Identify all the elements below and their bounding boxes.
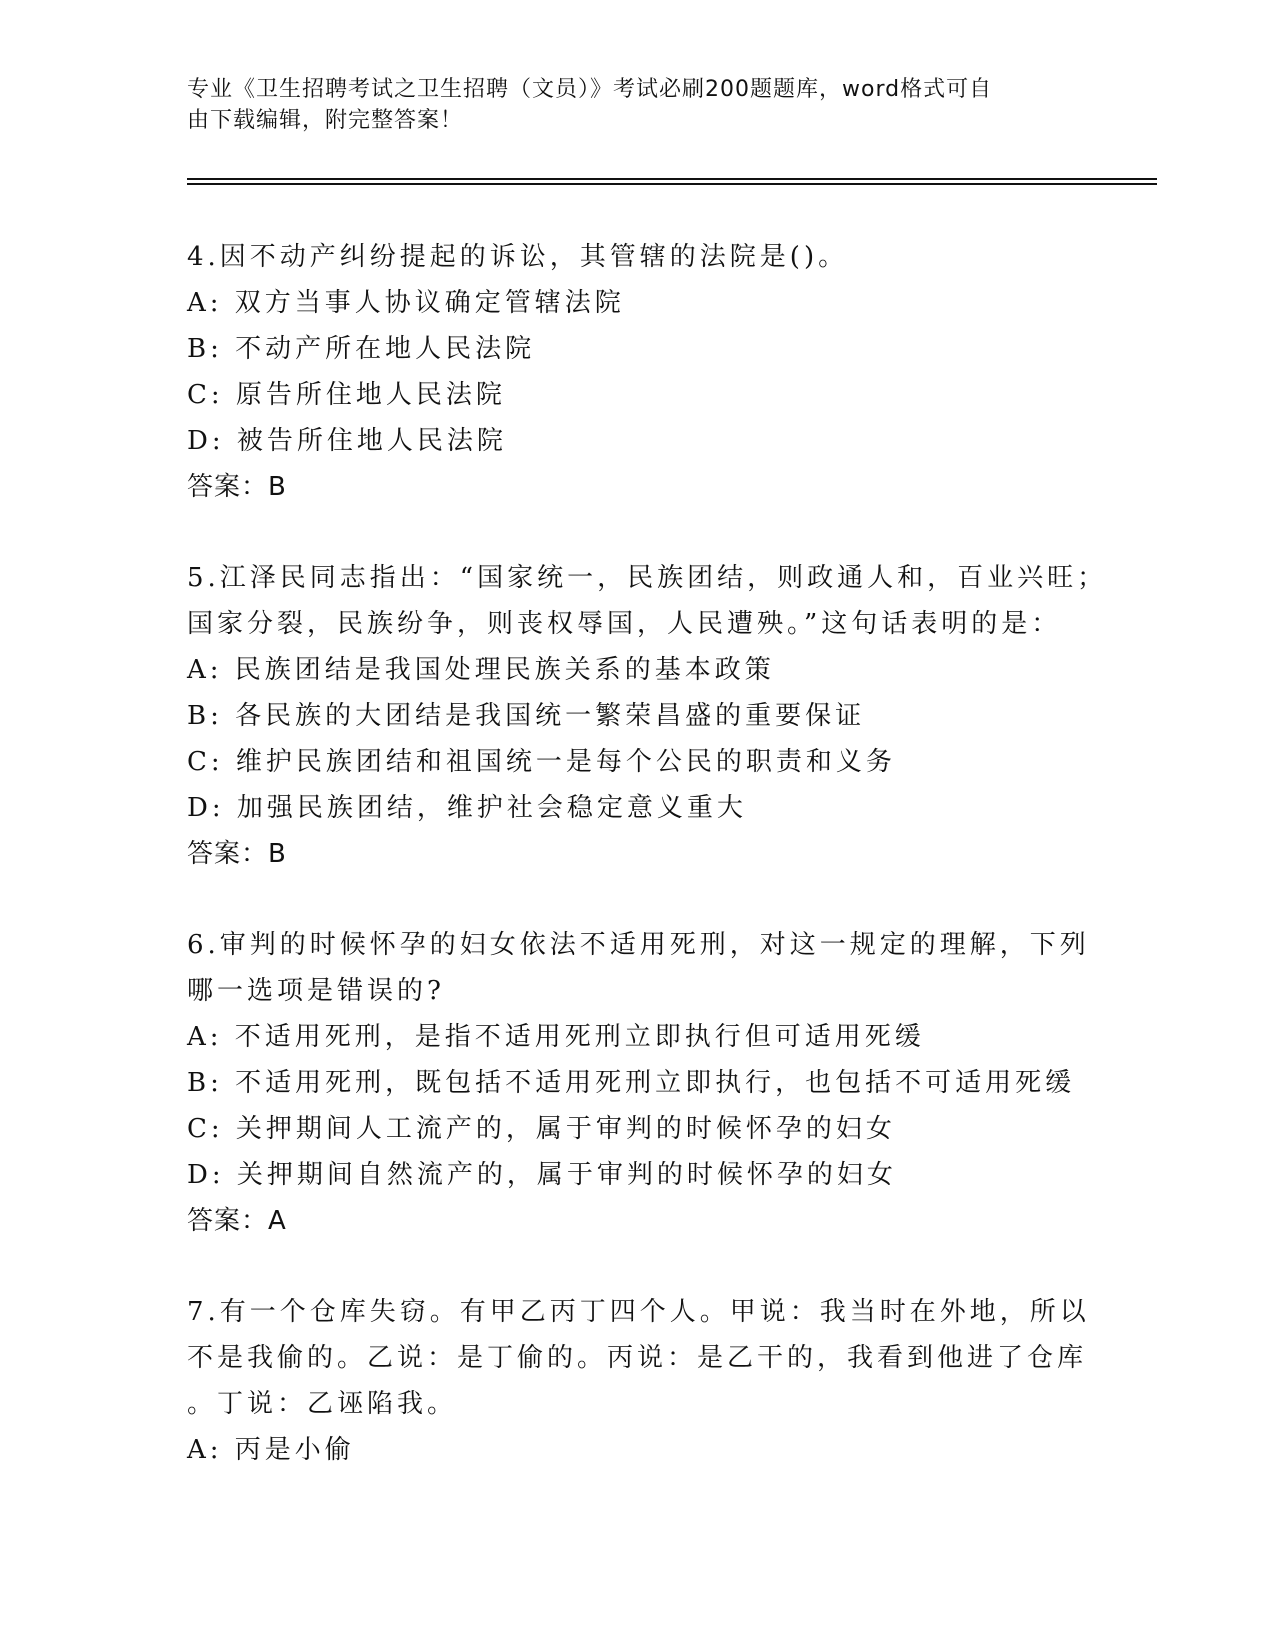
question-stem <box>187 555 1108 647</box>
stem-line: 5.江泽民同志指出：“国家统一，民族团结，则政通人和，百业兴旺； <box>187 563 1108 593</box>
answer-text: 答案：A <box>187 1206 287 1236</box>
question-stem <box>187 234 1067 280</box>
option-c: C: 关押期间人工流产的，属于审判的时候怀孕的妇女 <box>187 1114 896 1144</box>
stem-line: 7.有一个仓库失窃。有甲乙丙丁四个人。甲说：我当时在外地，所以 <box>187 1297 1090 1327</box>
option-a: A: 不适用死刑，是指不适用死刑立即执行但可适用死缓 <box>187 1022 925 1052</box>
option-b: B: 不动产所在地人民法院 <box>187 334 536 364</box>
stem-line: 哪一选项是错误的? <box>187 976 445 1006</box>
option-b: B: 不适用死刑，既包括不适用死刑立即执行，也包括不可适用死缓 <box>187 1068 1076 1098</box>
header-line-2: 由下载编辑，附完整答案！ <box>187 108 464 133</box>
question-stem <box>187 922 1090 1014</box>
option-d: D: 被告所住地人民法院 <box>187 426 507 456</box>
document-header <box>187 74 1067 136</box>
option-a: A: 丙是小偷 <box>187 1435 355 1465</box>
header-line-1: 专业《卫生招聘考试之卫生招聘（文员）》考试必刷200题题库，word格式可自 <box>187 77 993 102</box>
question-5 <box>187 555 1108 877</box>
stem-line: 。丁说：乙诬陷我。 <box>187 1389 458 1419</box>
question-stem <box>187 1289 1090 1427</box>
option-c: C: 原告所住地人民法院 <box>187 380 506 410</box>
option-b: B: 各民族的大团结是我国统一繁荣昌盛的重要保证 <box>187 701 866 731</box>
question-6 <box>187 922 1090 1244</box>
question-4 <box>187 234 1067 510</box>
header-divider-bottom <box>187 183 1157 185</box>
answer-text: 答案：B <box>187 839 287 869</box>
option-d: D: 加强民族团结，维护社会稳定意义重大 <box>187 793 747 823</box>
option-d: D: 关押期间自然流产的，属于审判的时候怀孕的妇女 <box>187 1160 897 1190</box>
question-list <box>187 234 1108 1518</box>
stem-line: 6.审判的时候怀孕的妇女依法不适用死刑，对这一规定的理解，下列 <box>187 930 1090 960</box>
stem-line: 不是我偷的。乙说：是丁偷的。丙说：是乙干的，我看到他进了仓库 <box>187 1343 1088 1373</box>
question-7 <box>187 1289 1090 1473</box>
stem-line: 4.因不动产纠纷提起的诉讼，其管辖的法院是()。 <box>187 242 849 272</box>
option-a: A: 民族团结是我国处理民族关系的基本政策 <box>187 655 775 685</box>
answer-text: 答案：B <box>187 472 287 502</box>
header-divider-top <box>187 178 1157 180</box>
option-a: A: 双方当事人协议确定管辖法院 <box>187 288 625 318</box>
stem-line: 国家分裂，民族纷争，则丧权辱国，人民遭殃。”这句话表明的是： <box>187 609 1062 639</box>
option-c: C: 维护民族团结和祖国统一是每个公民的职责和义务 <box>187 747 896 777</box>
